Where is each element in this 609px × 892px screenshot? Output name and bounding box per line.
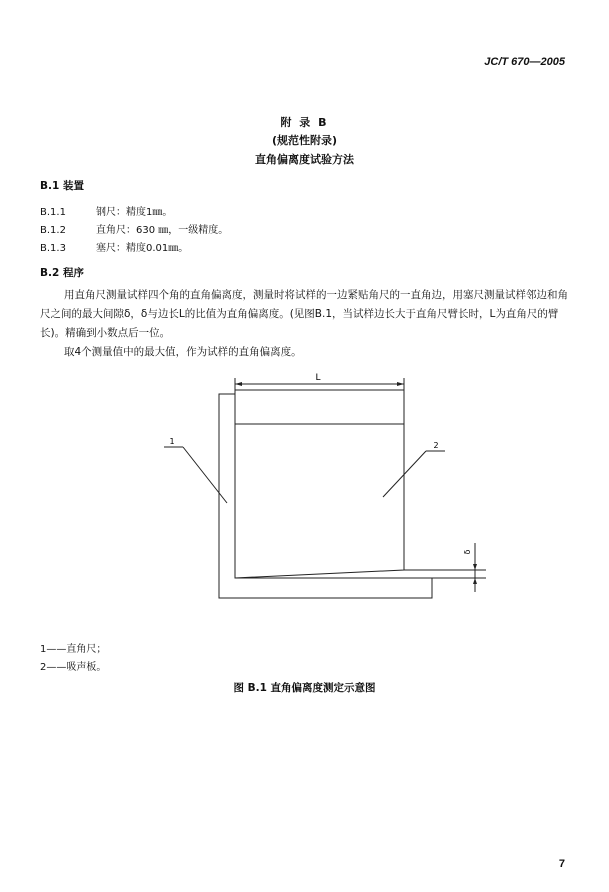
legend-item-2: 2——吸声板。 [40,662,107,673]
label-L: L [315,373,321,383]
item-text: 塞尺：精度0.01㎜。 [96,243,189,254]
appendix-title: 附 录 B [280,116,329,129]
acoustic-panel [235,424,404,578]
figure-caption: 图 B.1 直角偏离度测定示意图 [233,682,376,694]
legend-item-1: 1——直角尺； [40,644,107,655]
item-text: 直角尺：630 ㎜，一级精度。 [96,225,229,236]
procedure-paragraph-1: 用直角尺测量试样四个角的直角偏离度，测量时将试样的一边紧贴角尺的一直角边，用塞尺测量试样邻边和角尺之间的最大间隙δ，δ与边长L的比值为直角偏离度。(见图B.1，当试样边长大于直角尺臂长时，L为直角尺的臂长)。精确到小数点后一位。 [40,289,568,339]
label-1: 1 [169,437,175,446]
procedure-paragraph-2: 取4个测量值中的最大值，作为试样的直角偏离度。 [64,346,302,358]
page-number: 7 [558,858,565,870]
label-2: 2 [433,441,439,450]
delta-arrow-down [473,564,477,570]
section-b1-heading: B.1 装置 [40,180,84,192]
item-number: B.1.2 [40,225,66,236]
appendix-type: (规范性附录) [271,134,338,147]
delta-arrow-up [473,578,477,584]
arrow-head-left [235,382,242,386]
item-number: B.1.3 [40,243,66,254]
square-ruler [219,394,432,598]
label-delta: δ [463,549,472,555]
standard-code: JC/T 670—2005 [484,56,565,68]
appendix-name: 直角偏离度试验方法 [255,153,354,166]
leader-1-diagonal [183,447,227,503]
section-b2-heading: B.2 程序 [40,267,84,279]
item-number: B.1.1 [40,207,66,218]
arrow-head-right [397,382,404,386]
item-text: 钢尺：精度1㎜。 [96,207,173,218]
